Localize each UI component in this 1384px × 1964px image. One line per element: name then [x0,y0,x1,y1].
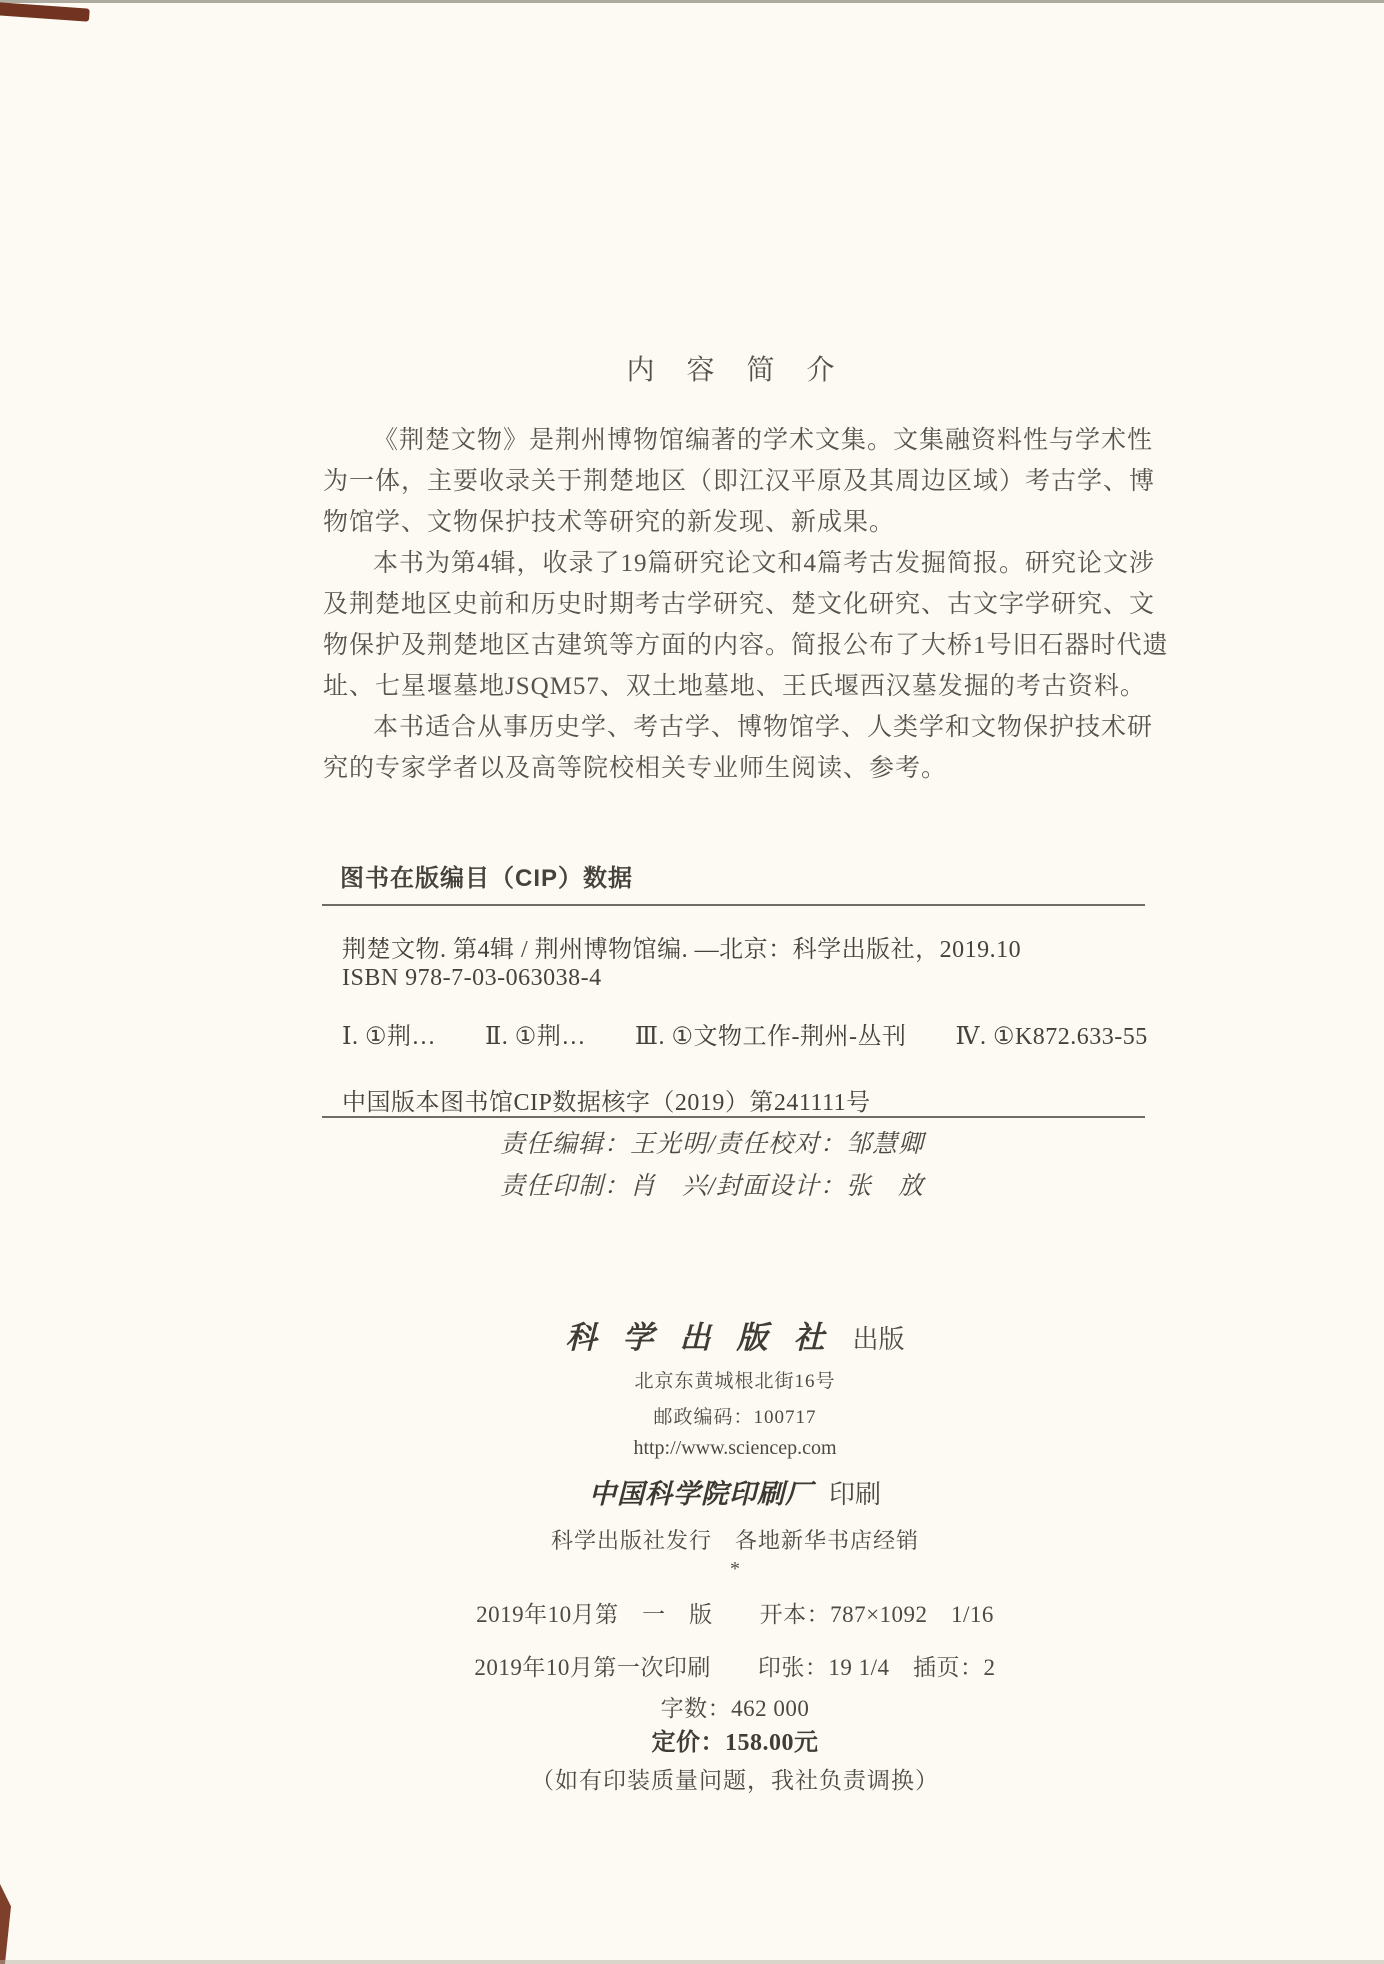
summary-line: 《荆楚文物》是荆州博物馆编著的学术文集。文集融资料性与学术性 [373,427,1154,454]
distribution-line: 科学出版社发行 各地新华书店经销 [550,1528,919,1553]
scan-artifact-bottom-left [0,1884,11,1964]
summary-line: 址、七星堰墓地JSQM57、双土地墓地、王氏堰西汉墓发掘的考古资料。 [323,673,1146,700]
staff-printing: 责任印制：肖 兴/封面设计：张 放 [500,1173,924,1200]
section-title: 内 容 简 介 [626,355,837,386]
word-count: 字数：462 000 [660,1696,810,1721]
cip-title-line: 荆楚文物. 第4辑 / 荆州博物馆编. —北京：科学出版社，2019.10 [342,937,1022,963]
printer-row [95,1472,1375,1511]
cip-record-number: 中国版本图书馆CIP数据核字（2019）第241111号 [342,1090,871,1116]
publisher-website: http://www.sciencep.com [633,1437,837,1459]
summary-line: 究的专家学者以及高等院校相关专业师生阅读、参考。 [323,755,948,782]
publisher-address: 北京东黄城根北街16号 [634,1371,836,1392]
price: 定价：158.00元 [651,1730,819,1756]
cip-rule-top [322,904,1145,906]
asterisk-divider: * [730,1558,740,1580]
publisher-name: 科学出版社 [565,1320,851,1355]
summary-line: 物馆学、文物保护技术等研究的新发现、新成果。 [323,509,896,536]
summary-line: 物保护及荆楚地区古建筑等方面的内容。简报公布了大桥1号旧石器时代遗 [323,632,1169,659]
scan-edge-top [0,0,1384,3]
summary-line: 为一体，主要收录关于荆楚地区（即江汉平原及其周边区域）考古学、博 [323,468,1156,495]
publish-label: 出版 [852,1325,905,1354]
cip-classification: Ⅰ. ①荆… Ⅱ. ①荆… Ⅲ. ①文物工作-荆州-丛刊 Ⅳ. ①K872.633-55 [342,1024,1148,1050]
scan-artifact-top-left [0,2,90,22]
cip-isbn: ISBN 978-7-03-063038-4 [342,965,602,991]
summary-line: 本书为第4辑，收录了19篇研究论文和4篇考古发掘简报。研究论文涉 [373,550,1156,577]
content-summary [323,420,1169,789]
edition-line-1: 2019年10月第 一 版 开本：787×1092 1/16 [476,1602,994,1627]
edition-line-2: 2019年10月第一次印刷 印张：19 1/4 插页：2 [474,1655,996,1680]
scan-edge-bottom [0,1960,1384,1964]
staff-editors: 责任编辑：王光明/责任校对：邹慧卿 [500,1131,924,1158]
quality-note: （如有印装质量问题，我社负责调换） [531,1768,939,1793]
publisher-row [95,1312,1375,1357]
summary-line: 本书适合从事历史学、考古学、博物馆学、人类学和文物保护技术研 [373,714,1154,741]
printer-name: 中国科学院印刷厂 [588,1479,813,1509]
cip-rule-bottom [322,1116,1145,1118]
summary-line: 及荆楚地区史前和历史时期考古学研究、楚文化研究、古文字学研究、文 [323,591,1156,618]
publisher-postcode: 邮政编码：100717 [653,1407,817,1428]
cip-header: 图书在版编目（CIP）数据 [340,865,634,892]
print-label: 印刷 [828,1480,881,1509]
